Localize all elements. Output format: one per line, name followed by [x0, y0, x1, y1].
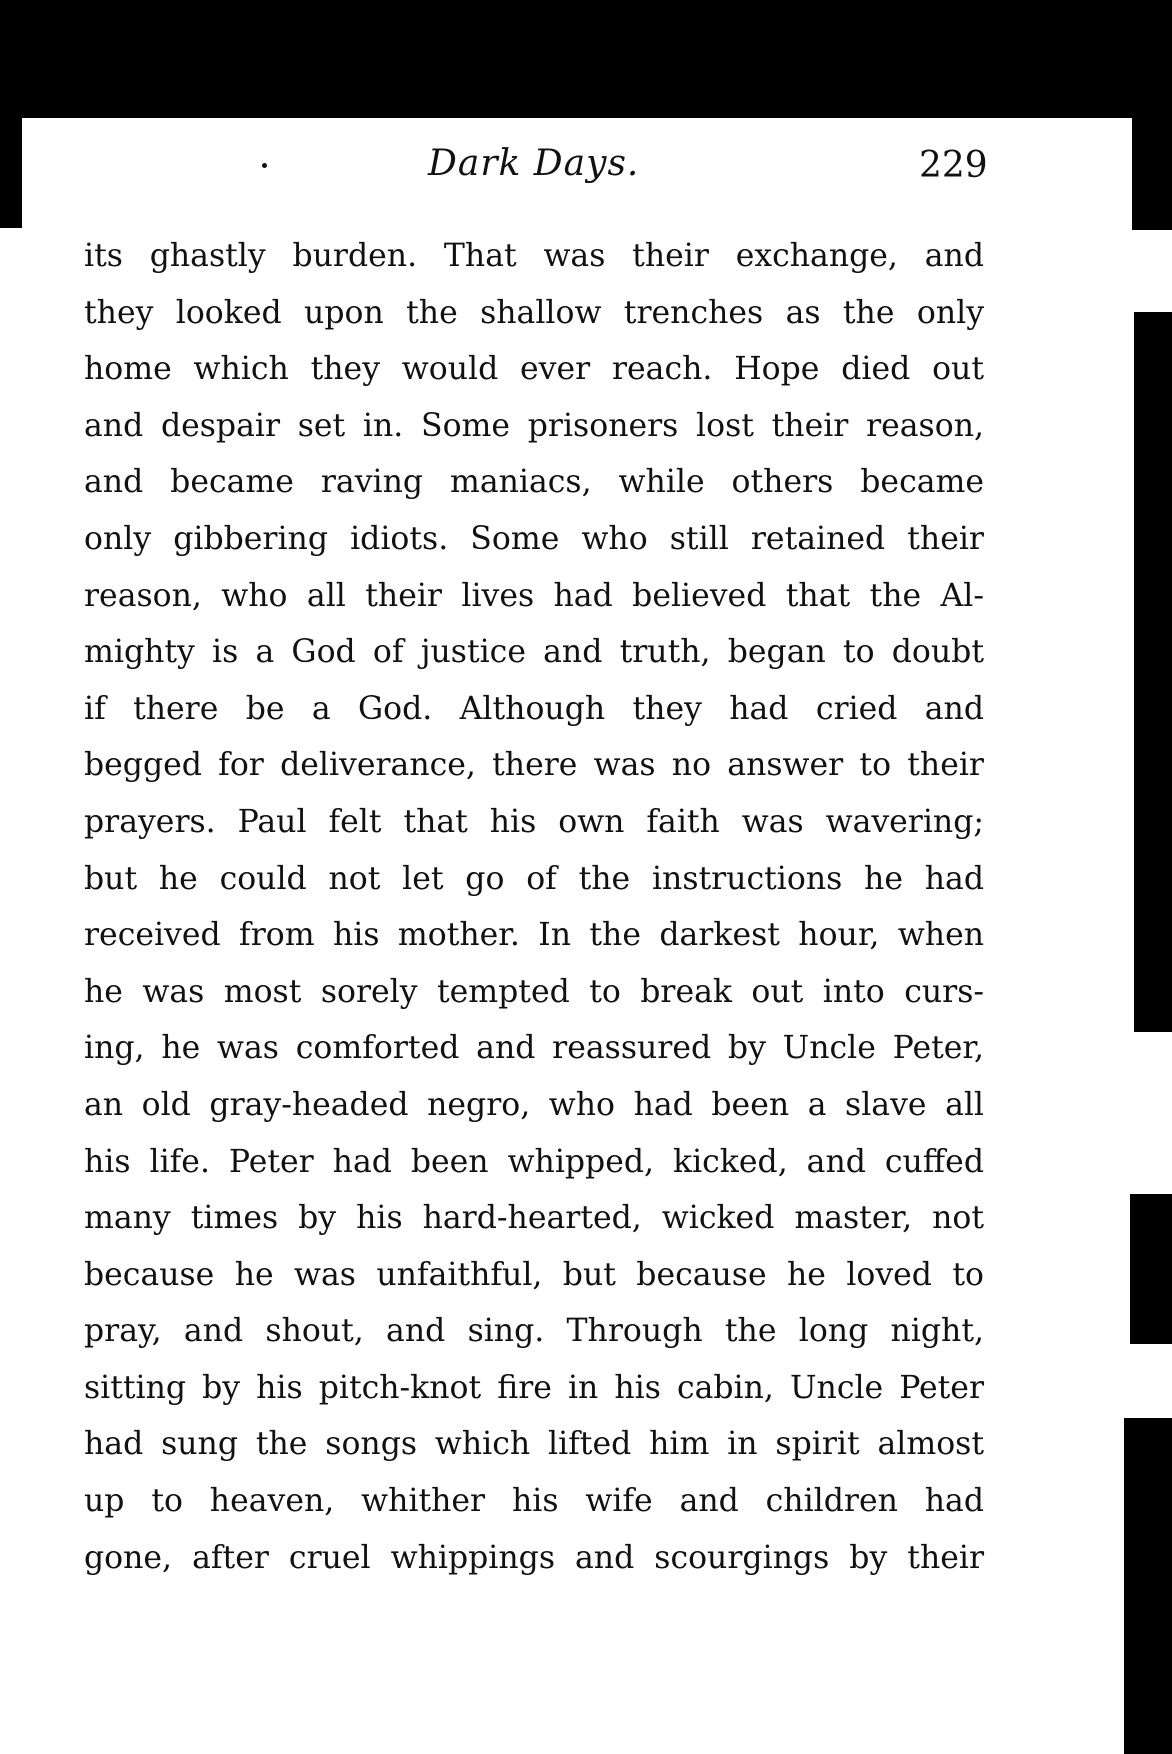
text-line: his life. Peter had been whipped, kicked, and cuffed [84, 1143, 984, 1180]
text-line: if there be a God. Although they had cried and [84, 690, 984, 727]
text-line: reason, who all their lives had believed that the Al- [84, 577, 984, 614]
text-line: mighty is a God of justice and truth, began to doubt [84, 634, 984, 671]
header-dot [262, 163, 267, 168]
scan-border-right-2 [1134, 312, 1172, 1032]
scan-border-right-1 [1132, 0, 1172, 230]
text-line: begged for deliverance, there was no answer to their [84, 747, 984, 784]
page-number: 229 [919, 145, 988, 186]
text-line: its ghastly burden. That was their exchange, and [84, 238, 984, 274]
text-line: ing, he was comforted and reassured by Uncle Peter, [84, 1030, 984, 1067]
text-line: because he was unfaithful, but because he loved to [84, 1256, 984, 1293]
text-line: many times by his hard-hearted, wicked master, not [84, 1200, 984, 1237]
text-line: prayers. Paul felt that his own faith was wavering; [84, 803, 984, 840]
running-head: Dark Days. [428, 143, 640, 184]
text-line: they looked upon the shallow trenches as the only [84, 294, 984, 331]
text-line: an old gray-headed negro, who had been a slave all [84, 1086, 984, 1123]
text-line: pray, and shout, and sing. Through the long night, [84, 1313, 984, 1350]
text-line: and became raving maniacs, while others became [84, 464, 984, 501]
text-line: only gibbering idiots. Some who still retained their [84, 520, 984, 557]
text-line: received from his mother. In the darkest hour, when [84, 917, 984, 954]
page-header [0, 143, 1172, 193]
text-line: and despair set in. Some prisoners lost their reason, [84, 407, 984, 444]
text-line: gone, after cruel whippings and scourgings by their [84, 1539, 984, 1576]
text-line: he was most sorely tempted to break out into curs- [84, 973, 984, 1010]
scan-border-left [0, 0, 22, 228]
text-line: but he could not let go of the instructions he had [84, 860, 984, 897]
scan-border-right-4 [1124, 1418, 1172, 1754]
text-line: sitting by his pitch-knot fire in his cabin, Uncle Peter [84, 1369, 984, 1406]
body-text [84, 228, 984, 1586]
text-line: had sung the songs which lifted him in spirit almost [84, 1426, 984, 1463]
scan-border-right-3 [1130, 1194, 1172, 1344]
scan-border-top [0, 0, 1172, 118]
text-line: up to heaven, whither his wife and children had [84, 1483, 984, 1520]
text-line: home which they would ever reach. Hope died out [84, 351, 984, 388]
